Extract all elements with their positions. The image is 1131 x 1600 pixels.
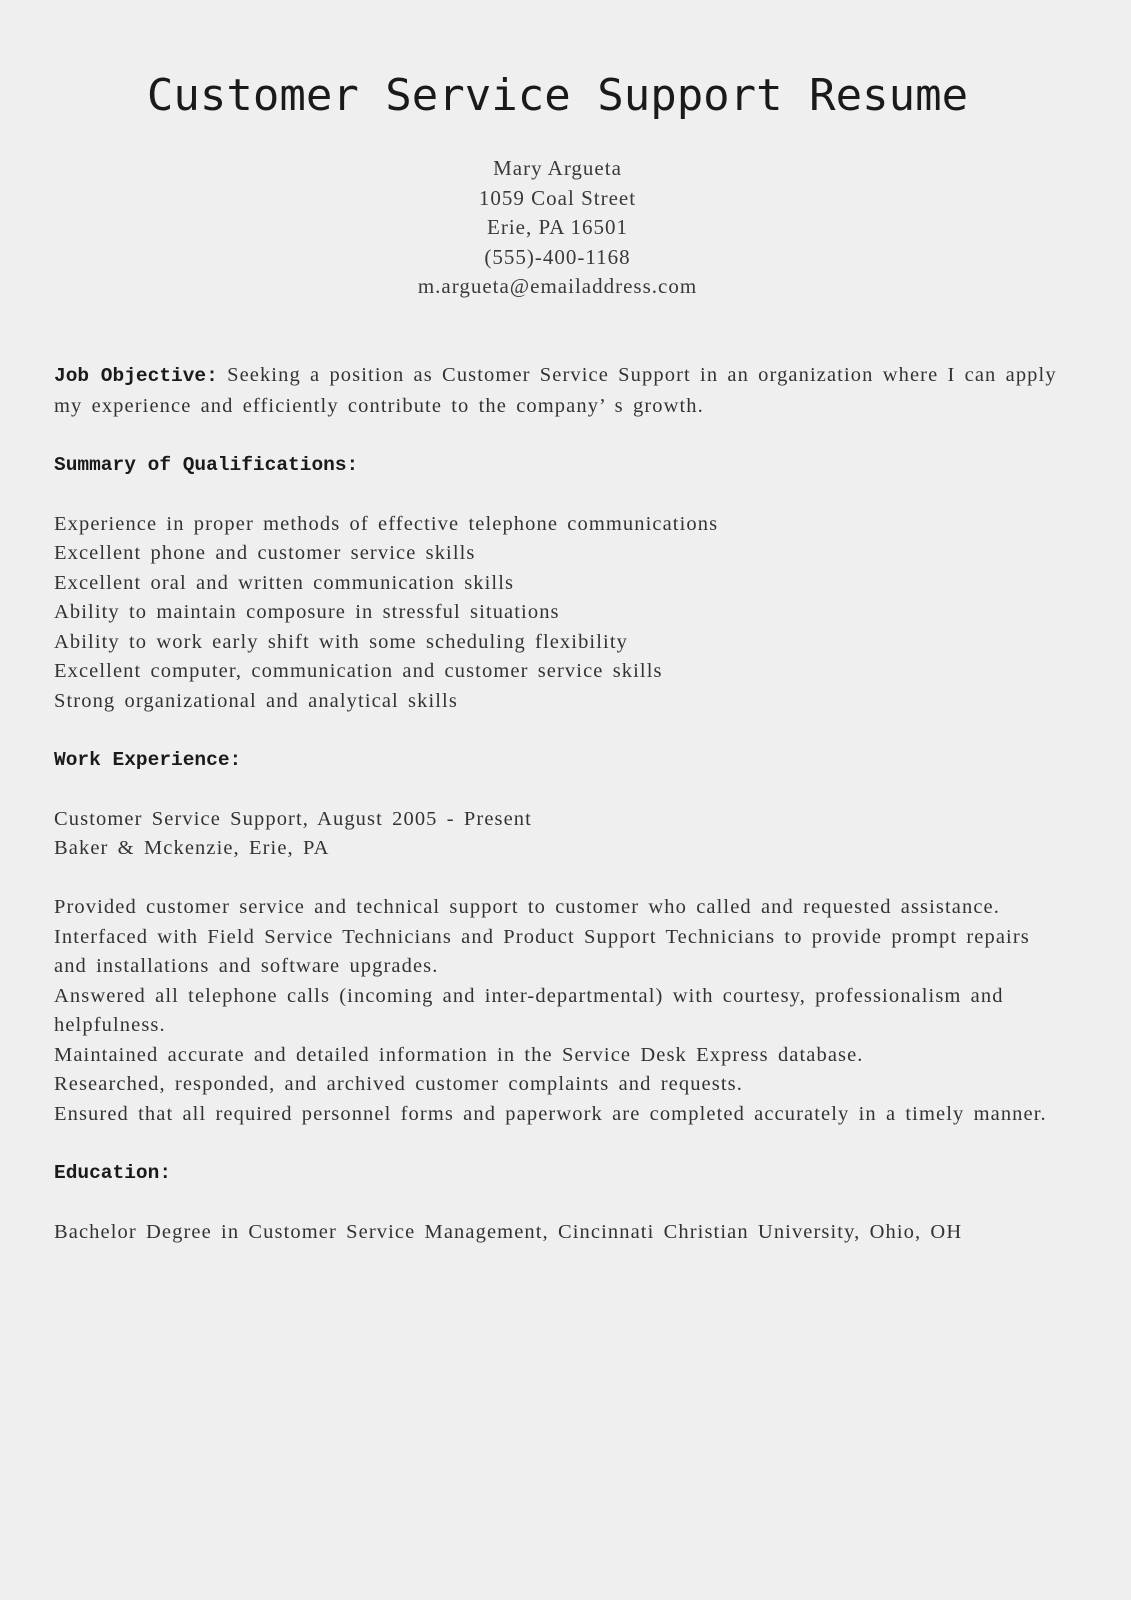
qualifications-list — [54, 510, 1064, 717]
qualifications-heading: Summary of Qualifications: — [54, 453, 359, 476]
contact-block — [0, 154, 1115, 302]
qualification-item: Ability to maintain composure in stressful situations — [54, 601, 560, 623]
education-heading: Education: — [54, 1161, 172, 1184]
contact-name: Mary Argueta — [493, 156, 622, 180]
qualification-item: Strong organizational and analytical skills — [54, 689, 458, 712]
contact-email: m.argueta@emailaddress.com — [417, 274, 698, 298]
duty-item: Ensured that all required personnel forms and paperwork are completed accurately in a timely manner. — [54, 1102, 1047, 1125]
education-degree: Bachelor Degree in Customer Service Management, Cincinnati Christian University, Ohio, OH — [54, 1220, 963, 1243]
contact-city: Erie, PA 16501 — [487, 215, 628, 239]
job-position: Customer Service Support, August 2005 - Present — [54, 807, 532, 830]
page-title: Customer Service Support Resume — [146, 70, 969, 121]
qualification-item: Excellent phone and customer service skills — [54, 542, 476, 564]
contact-street: 1059 Coal Street — [478, 185, 637, 210]
duties-list — [54, 893, 1064, 1129]
duty-item: Answered all telephone calls (incoming and inter-departmental) with courtesy, professionalism and helpfulness. — [54, 984, 1004, 1036]
qualification-item: Ability to work early shift with some scheduling flexibility — [54, 630, 628, 653]
job-employer: Baker & Mckenzie, Erie, PA — [54, 837, 330, 859]
job-objective — [54, 361, 1064, 421]
resume-body — [54, 361, 1064, 1247]
qualification-item: Experience in proper methods of effective telephone communications — [54, 512, 719, 535]
duty-item: Maintained accurate and detailed information in the Service Desk Express database. — [54, 1043, 864, 1066]
duty-item: Researched, responded, and archived customer complaints and requests. — [54, 1073, 743, 1095]
work-experience-heading: Work Experience: — [54, 748, 242, 771]
contact-phone: (555)-400-1168 — [484, 244, 631, 269]
duty-item: Provided customer service and technical support to customer who called and requested assistance. — [54, 896, 1000, 918]
duty-item: Interfaced with Field Service Technicians and Product Support Technicians to provide prompt repairs and installations and software upgrades. — [54, 925, 1030, 977]
qualification-item: Excellent computer, communication and customer service skills — [54, 660, 663, 682]
job-objective-text: Seeking a position as Customer Service Support in an organization where I can apply my experience and efficiently contribute to the company’ s growth. — [54, 364, 1057, 417]
qualification-item: Excellent oral and written communication skills — [54, 571, 515, 594]
job-objective-label: Job Objective: — [54, 365, 218, 387]
